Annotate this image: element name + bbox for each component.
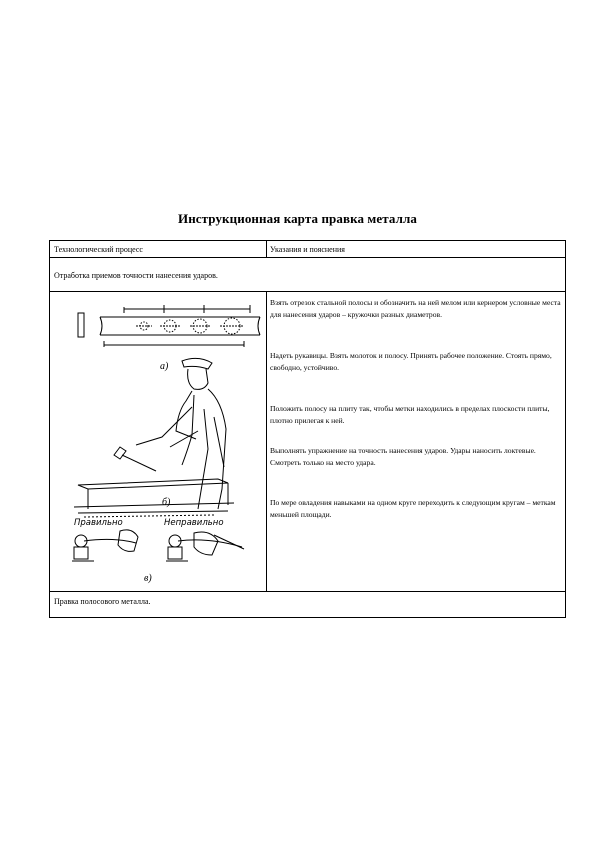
header-instructions: Указания и пояснения (270, 245, 345, 254)
instruction-1: Взять отрезок стальной полосы и обозначить на ней мелом или кернером условные места для нанесения ударов – кружочки разных диаметров. (270, 298, 561, 320)
figure-label-b: б) (162, 497, 171, 508)
instruction-2: Надеть рукавицы. Взять молоток и полосу. Принять рабочее положение. Стоять прямо, свободно, устойчиво. (270, 351, 552, 373)
column-divider (266, 291, 267, 591)
hammer (114, 447, 156, 471)
strip-end-view (78, 313, 84, 337)
instruction-3: Положить полосу на плиту так, чтобы метки находились в пределах плоскости плиты, плотно прилегая к ней. (270, 404, 550, 426)
label-incorrect: Неправильно (164, 518, 224, 528)
correct-grip-drawing (72, 530, 138, 561)
label-correct: Правильно (74, 518, 123, 528)
figure-label-c: в) (144, 573, 152, 584)
column-divider (266, 241, 267, 257)
incorrect-grip-drawing (166, 532, 244, 561)
straightening-plate (74, 479, 234, 517)
metal-straightening-illustration (64, 299, 264, 589)
instruction-4: Выполнять упражнение на точность нанесения ударов. Удары наносить локтевые. Смотреть только на место удара. (270, 446, 536, 468)
header-process: Технологический процесс (54, 245, 143, 254)
row-divider (50, 257, 565, 258)
instruction-card-table (49, 240, 566, 618)
page-title: Инструкционная карта правка металла (177, 211, 417, 226)
instruction-5: По мере овладения навыками на одном круге переходить к следующим кругам – меткам меньшей площади. (270, 498, 556, 520)
row-divider (50, 291, 565, 292)
row-divider (50, 591, 565, 592)
marked-strip (100, 305, 260, 347)
footer-note: Правка полосового металла. (54, 597, 151, 606)
task-subheader: Отработка приемов точности нанесения ударов. (54, 271, 218, 280)
figure-label-a: а) (160, 361, 169, 372)
